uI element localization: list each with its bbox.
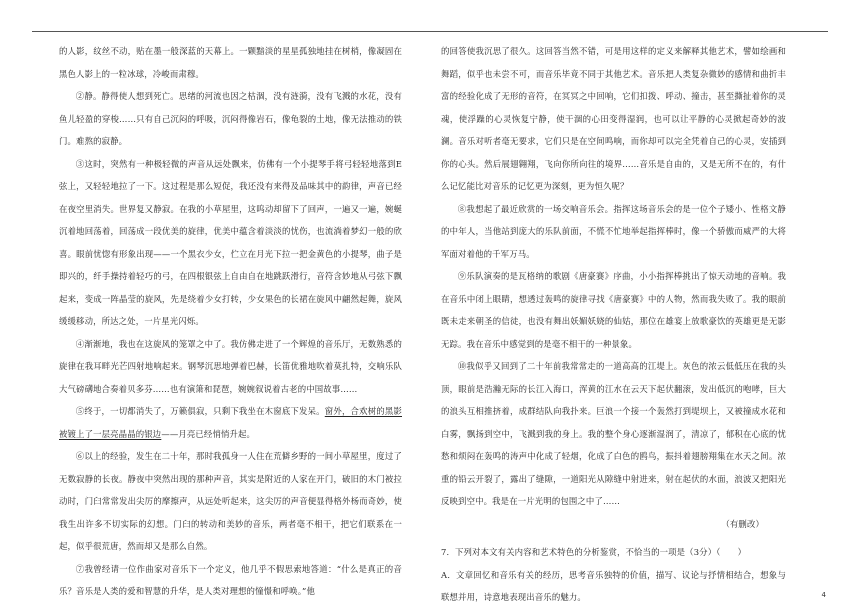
question-7: 7．下列对本文有关内容和艺术特色的分析鉴赏，不恰当的一项是（3分）（ ） (441, 547, 747, 557)
paragraph-9: ⑨乐队演奏的是瓦格纳的歌剧《唐豪赛》序曲，小小指挥棒挑出了惊天动地的音响。我在音乐中闭上眼睛，想透过轰鸣的旋律寻找《唐豪赛》中的人物，然而我失败了。我的眼前既未走来朝圣的信徒，也没有舞出妖媚妖娆的仙姑，那位在雄宴上放歌豪饮的英雄更是无影无踪。我在音乐中感觉到的是毫不相干的一种景象。 (441, 271, 786, 349)
paragraph-6: ⑥以上的经验，发生在二十年，那时我孤身一人住在荒僻乡野的一间小草屋里，度过了无数寂静的长夜。静夜中突然出现的那种声音，其实是附近的人家在开门，破旧的木门被拉动时，门臼常常发出尖厉的摩擦声，从远处听起来，这尖厉的声音便显得格外杨而奇妙，使我生出许多不切实际的幻想。门臼的转动和美妙的音乐，两者毫不相干，把它们联系在一起，似乎很荒唐，然而却又是那么自然。 (59, 451, 402, 551)
paragraph-continued: 的人影，纹丝不动，贴在墨一般深蓝的天幕上。一颗黯淡的星星孤独地挂在树梢，像凝固在黑色人影上的一粒冰球，冷峻而肃穆。 (59, 46, 402, 79)
right-column (441, 40, 786, 609)
paragraph-2: ②静。静得使人想到死亡。思绪的河流也因之枯涸，没有涟漪，没有飞溅的水花，没有鱼儿轻盈的穿梭……只有自己沉闷的呼吸，沉闷得像岩石，像龟裂的土地，像无法推动的铁门。难熬的寂静。 (59, 91, 402, 146)
paragraph-5-tail: ——月亮已经悄悄升起。 (161, 428, 256, 439)
page-number: 4 (821, 591, 826, 599)
paragraph-4: ④渐渐地，我也在这旋风的笼罩之中了。我仿佛走进了一个辉煌的音乐厅，无数熟悉的旋律在我耳畔光芒四射地响起来。钢琴沉思地弹着巴赫，长笛优雅地吹着莫扎特，交响乐队大气磅礴地合奏着贝多芬……也有演箫和琵琶，婉婉叙说着古老的中国故事…… (59, 338, 402, 394)
underlined-sentence: 窗外，合欢树的黑影被镀上了一层亮晶晶的银边 (59, 406, 402, 439)
paragraph-5-text: ⑤终于，一切都消失了，万籁俱寂，只剩下我坐在木窗底下发呆。 (75, 406, 325, 416)
paragraph-8: ⑧我想起了最近欣赏的一场交响音乐会。指挥这场音乐会的是一位个子矮小、性格文静的中年人，当他站到庞大的乐队前面，不慌不忙地举起指挥棒时，像一个骄傲而威严的大将军面对着他的千军万马。 (441, 203, 786, 259)
header-rule (32, 31, 828, 32)
paragraph-10: ⑩我似乎又回到了二十年前我常常走的一道高高的江堤上。灰色的浓云低低压在我的头顶，眼前是浩瀚无际的长江入海口，浑黄的江水在云天下起伏翻滚，发出低沉的咆哮，巨大的浪头互相推挤着，成群结队向我扑来。巨浪一个接一个轰然打到堤坝上，又被撞成水花和白雾，飘扬到空中，飞溅到我的身上。我的整个身心逐渐湿润了，清凉了，郁积在心底的忧愁和烦闷在轰鸣的涛声中化成了轻烟，化成了白色的鸥鸟，振抖着翅膀翔集在水天之间。浓重的铅云开裂了，露出了缝隙，一道阳光从隙缝中射进来，射在起伏的水面，浪波又把阳光反映到空中。我是在一片光明的包围之中了…… (441, 361, 786, 506)
question-7-option-a: A．文章回忆和音乐有关的经历，思考音乐独特的价值，描写、议论与抒情相结合，想象与联想并用，诗意地表现出音乐的魅力。 (441, 569, 786, 602)
edit-note: （有删改） (721, 518, 764, 529)
paragraph-7: ⑦我曾经请一位作曲家对音乐下一个定义，他几乎不假思索地答道：“什么是真正的音乐？音乐是人类的爱和智慧的升华，是人类对理想的憧憬和呼唤。”他 (59, 563, 402, 596)
paragraph-continued-right: 的回答使我沉思了很久。这回答当然不错，可是用这样的定义来解释其他艺术，譬如绘画和舞蹈，似乎也未尝不可，而音乐毕竟不同于其他艺术。音乐把人类复杂微妙的感情和曲折丰富的经验化成了无形的音符，在冥冥之中回响，它们扣拨、呼动、撞击，甚至撕扯着你的灵魂，使浮躁的心灵恢复宁静，使干涸的心田变得湿润，也可以让平静的心灵掀起奇妙的波澜。音乐对听者毫无要求，它们只是在空间鸣响，而你却可以完全凭着自己的心灵，安插到你的心头。然后展翅翱翔，飞向你所向往的境界……音乐是自由的，又是无所不在的，有什么记忆能比对音乐的记忆更为深刻，更为恒久呢？ (441, 46, 786, 191)
paragraph-3: ③这时，突然有一种极轻微的声音从远处飘来，仿佛有一个小提琴手将弓轻轻地落到E弦上，又轻轻地拉了一下。这过程是那么短促，我还没有来得及品味其中的韵律，声音已经在夜空里消失。世界复又静寂。在我的小草屋里，这呜动却留下了回声，一遍又一遍，婉蜒沉着地回荡着，回荡成一段优美的旋律，优美中蕴含着淡淡的忧伤，也流淌着梦幻一般的欣喜。眼前忧惚有形象出现——一个黑衣少女，伫立在月光下拉一把金黄色的小提琴，曲子是即兴的，纤手操持着轻巧的弓，在四根银弦上自由自在地跳跃滑行，音符含妙地从弓弦下飘起来，变成一阵晶莹的旋风，先是绕着少女打转，少女果色的长裙在旋风中翩然起舞，旋风缓缓移动，所达之处，一片星光闪烁。 (59, 158, 402, 326)
left-column (59, 40, 402, 603)
paragraph-5 (59, 400, 402, 445)
